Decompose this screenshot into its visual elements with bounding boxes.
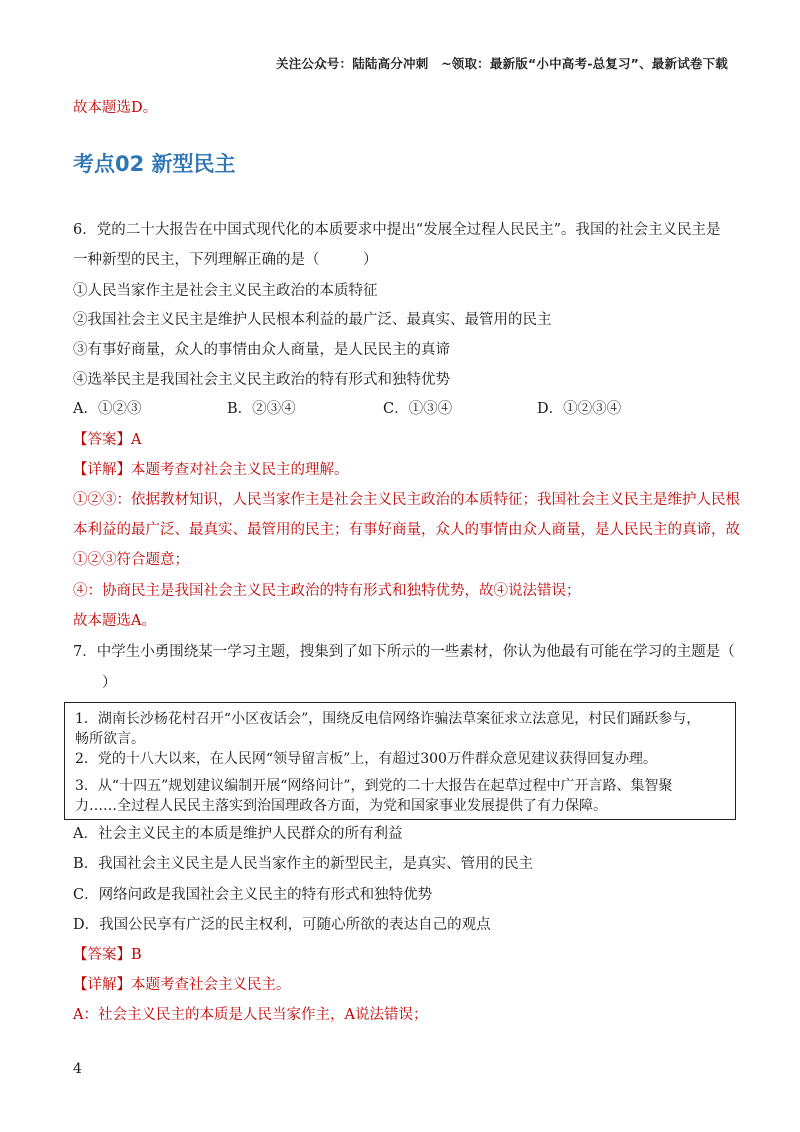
- q6-item-1: ①人民当家作主是社会主义民主政治的本质特征: [73, 283, 378, 299]
- q7-detail: 【详解】本题考查社会主义民主。: [73, 977, 291, 993]
- q7-stem-line-1: 7．中学生小勇围绕某一学习主题，搜集到了如下所示的一些素材，你认为他最有可能在学习的主题是（: [73, 644, 735, 660]
- q6-option-c: C．①③④: [383, 401, 453, 417]
- page-header: 关注公众号：陆陆高分冲刺 ~领取：最新版“小中高考-总复习”、最新试卷下载: [276, 56, 728, 71]
- q7-material-1-line-2: 畅所欲言。: [75, 731, 145, 747]
- q7-explain-line-1: A：社会主义民主的本质是人民当家作主，A说法错误；: [73, 1007, 428, 1023]
- q7-materials-box: [64, 702, 736, 820]
- q7-stem-line-2: ）: [102, 675, 117, 691]
- section-heading: 考点02 新型民主: [73, 152, 236, 176]
- q7-option-c: C．网络问政是我国社会主义民主的特有形式和独特优势: [73, 887, 433, 903]
- q7-option-a: A．社会主义民主的本质是维护人民群众的所有利益: [73, 826, 403, 842]
- q6-item-4: ④选举民主是我国社会主义民主政治的特有形式和独特优势: [73, 372, 450, 388]
- previous-conclusion: 故本题选D。: [73, 100, 158, 116]
- q6-option-b: B．②③④: [227, 401, 296, 417]
- q6-explain-line-3: ①②③符合题意；: [73, 552, 189, 568]
- q6-stem-line-1: 6．党的二十大报告在中国式现代化的本质要求中提出“发展全过程人民民主”。我国的社会主义民主是: [73, 222, 721, 238]
- q6-conclusion: 故本题选A。: [73, 613, 156, 629]
- q6-explain-line-1: ①②③：依据教材知识，人民当家作主是社会主义民主政治的本质特征；我国社会主义民主是维护人民根: [73, 492, 740, 508]
- q6-item-3: ③有事好商量，众人的事情由众人商量，是人民民主的真谛: [73, 342, 450, 358]
- q7-answer: 【答案】B: [73, 947, 142, 963]
- q7-option-b: B．我国社会主义民主是人民当家作主的新型民主，是真实、管用的民主: [73, 856, 534, 872]
- q6-option-a: A．①②③: [73, 401, 142, 417]
- q7-material-1-line-1: 1．湖南长沙杨花村召开“小区夜话会”，围绕反电信网络诈骗法草案征求立法意见，村民们踊跃参与，: [75, 711, 701, 727]
- q7-material-3-line-2: 力……全过程人民民主落实到治国理政各方面，为党和国家事业发展提供了有力保障。: [75, 798, 607, 814]
- q6-explain-line-4: ④：协商民主是我国社会主义民主政治的特有形式和独特优势，故④说法错误；: [73, 583, 581, 599]
- q6-item-2: ②我国社会主义民主是维护人民根本利益的最广泛、最真实、最管用的民主: [73, 312, 552, 328]
- q6-option-d: D．①②③④: [537, 401, 622, 417]
- q6-stem-line-2: 一种新型的民主，下列理解正确的是（ ）: [73, 252, 378, 268]
- page-number: 4: [73, 1061, 82, 1077]
- q7-material-3-line-1: 3．从“十四五”规划建议编制开展“网络问计”，到党的二十大报告在起草过程中广开言路、集智聚: [75, 778, 673, 794]
- q6-explain-line-2: 本利益的最广泛、最真实、最管用的民主；有事好商量，众人的事情由众人商量，是人民民主的真谛，故: [73, 522, 740, 538]
- q7-material-2: 2．党的十八大以来，在人民网“领导留言板”上，有超过300万件群众意见建议获得回复办理。: [75, 751, 657, 767]
- q6-answer: 【答案】A: [73, 432, 142, 448]
- q6-detail: 【详解】本题考查对社会主义民主的理解。: [73, 462, 349, 478]
- q7-option-d: D．我国公民享有广泛的民主权利，可随心所欲的表达自己的观点: [73, 917, 491, 933]
